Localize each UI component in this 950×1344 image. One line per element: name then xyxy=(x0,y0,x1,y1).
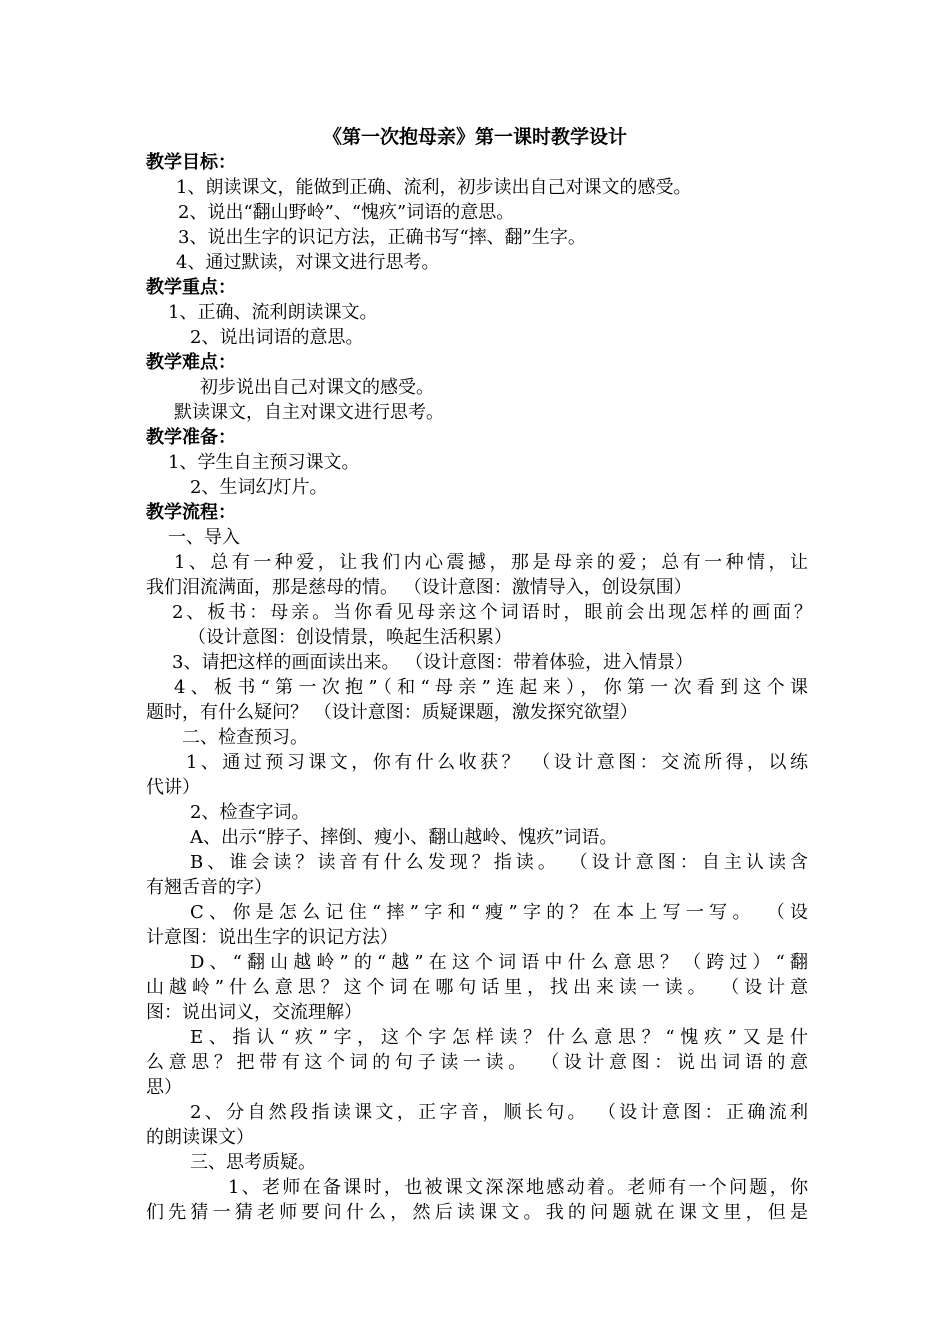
process-line: 3、请把这样的画面读出来。 （设计意图：带着体验，进入情景） xyxy=(172,652,694,673)
process-line: 们先猜一猜老师要问什么，然后读课文。我的问题就在课文里，但是 xyxy=(146,1202,808,1223)
process-line: 题时，有什么疑问？ （设计意图：质疑课题，激发探究欲望） xyxy=(146,702,638,723)
heading-preparation: 教学准备： xyxy=(146,427,236,448)
process-section: 一、导入 xyxy=(168,527,240,548)
process-line: 1、通过预习课文，你有什么收获？ （设计意图：交流所得，以练 xyxy=(186,752,808,773)
process-line: 2、分自然段指读课文，正字音，顺长句。 （设计意图：正确流利 xyxy=(190,1102,808,1123)
process-line: 4、板书“第一次抱”（和“母亲”连起来），你第一次看到这个课 xyxy=(174,677,808,698)
heading-difficulties: 教学难点： xyxy=(146,352,236,373)
objective-item: 3、说出生字的识记方法，正确书写“摔、翻”生字。 xyxy=(178,227,586,248)
process-section: 三、思考质疑。 xyxy=(190,1152,316,1173)
process-line: 思） xyxy=(146,1077,182,1098)
key-point-item: 2、说出词语的意思。 xyxy=(190,327,364,348)
process-line: A、出示“脖子、摔倒、瘦小、翻山越岭、愧疚”词语。 xyxy=(190,827,618,848)
difficulty-item: 默读课文，自主对课文进行思考。 xyxy=(174,402,444,423)
process-line: D、“翻山越岭”的“越”在这个词语中什么意思？（跨过）“翻 xyxy=(190,952,808,973)
key-point-item: 1、正确、流利朗读课文。 xyxy=(168,302,378,323)
process-line: 图：说出词义，交流理解） xyxy=(146,1002,362,1023)
process-line: （设计意图：创设情景，唤起生活积累） xyxy=(188,627,512,648)
objective-item: 4、通过默读，对课文进行思考。 xyxy=(176,252,440,273)
heading-key-points: 教学重点： xyxy=(146,277,236,298)
process-line: E、指认“疚”字，这个字怎样读？什么意思？“愧疚”又是什 xyxy=(190,1027,808,1048)
process-line: 代讲） xyxy=(146,777,200,798)
process-line: 1、总有一种爱，让我们内心震撼，那是母亲的爱；总有一种情，让 xyxy=(174,552,808,573)
preparation-item: 2、生词幻灯片。 xyxy=(190,477,328,498)
process-line: 2、检查字词。 xyxy=(190,802,310,823)
process-section: 二、检查预习。 xyxy=(182,727,308,748)
heading-process: 教学流程： xyxy=(146,502,236,523)
process-line: 山越岭”什么意思？这个词在哪句话里，找出来读一读。 （设计意 xyxy=(146,977,808,998)
process-line: 我们泪流满面，那是慈母的情。 （设计意图：激情导入，创设氛围） xyxy=(146,577,692,598)
heading-objectives: 教学目标： xyxy=(146,152,236,173)
preparation-item: 1、学生自主预习课文。 xyxy=(168,452,360,473)
process-line: B、谁会读？读音有什么发现？指读。 （设计意图：自主认读含 xyxy=(190,852,808,873)
process-line: 的朗读课文） xyxy=(146,1127,254,1148)
process-line: 1、老师在备课时，也被课文深深地感动着。老师有一个问题，你 xyxy=(228,1177,808,1198)
objective-item: 1、朗读课文，能做到正确、流利，初步读出自己对课文的感受。 xyxy=(176,177,692,198)
process-line: 计意图：说出生字的识记方法） xyxy=(146,927,398,948)
process-line: C、你是怎么记住“摔”字和“瘦”字的？在本上写一写。 （设 xyxy=(190,902,808,923)
difficulty-item: 初步说出自己对课文的感受。 xyxy=(200,377,434,398)
objective-item: 2、说出“翻山野岭”、“愧疚”词语的意思。 xyxy=(178,202,515,223)
document-title: 《第一次抱母亲》第一课时教学设计 xyxy=(322,126,627,148)
process-line: 2、板书：母亲。当你看见母亲这个词语时，眼前会出现怎样的画面？ xyxy=(172,602,812,623)
process-line: 么意思？把带有这个词的句子读一读。 （设计意图：说出词语的意 xyxy=(146,1052,808,1073)
process-line: 有翘舌音的字） xyxy=(146,877,272,898)
